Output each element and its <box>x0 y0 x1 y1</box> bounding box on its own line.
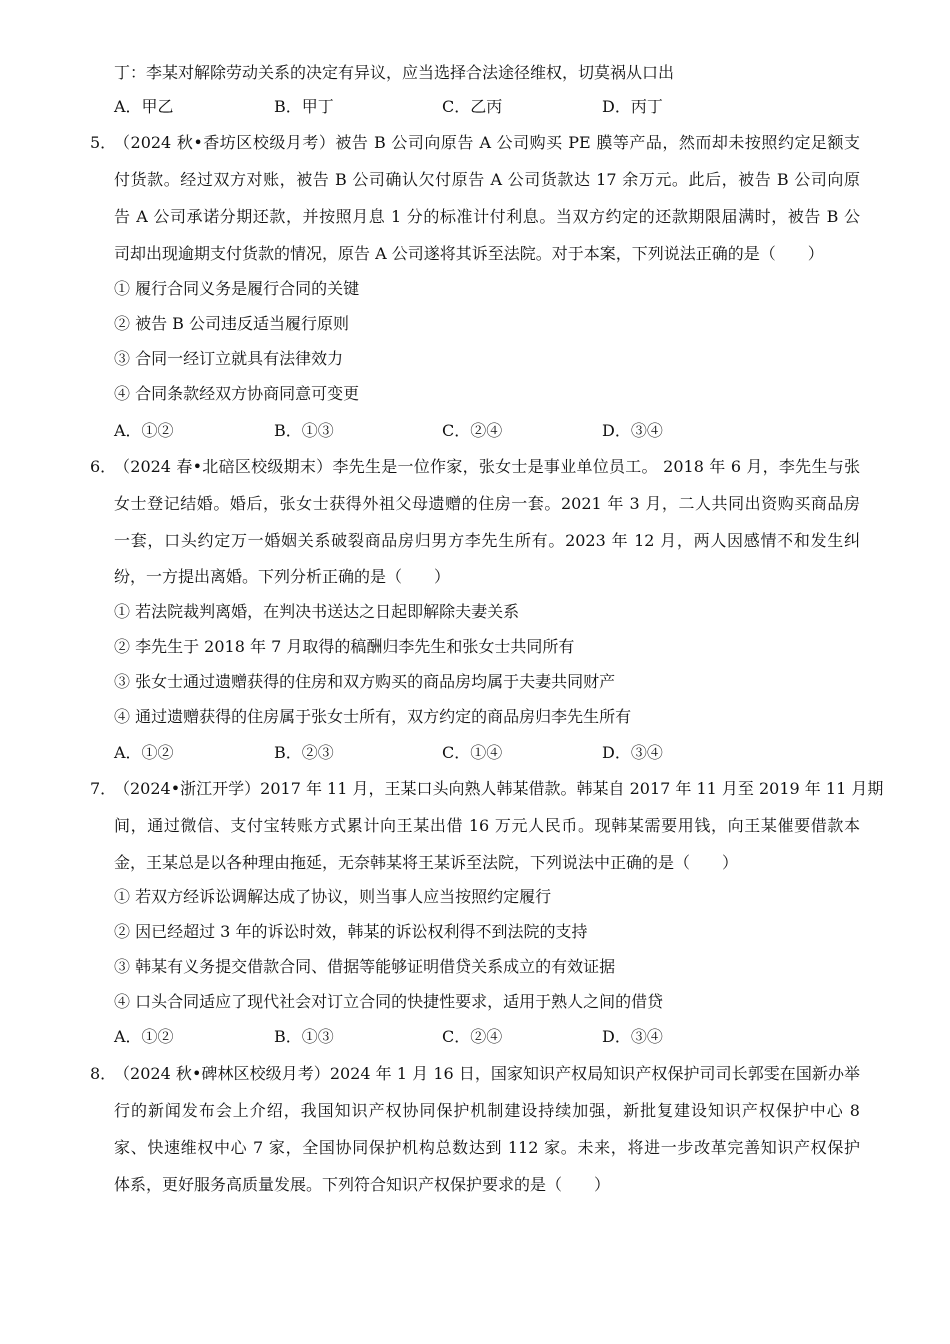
option-b: B．①③ <box>274 421 334 440</box>
option-a: A．①② <box>114 421 174 440</box>
option-a: A．甲乙 <box>114 97 174 116</box>
question-7-statement-2: ② 因已经超过 3 年的诉讼时效，韩某的诉讼权利得不到法院的支持 <box>114 922 588 941</box>
question-8-line-3: 家、快速维权中心 7 家，全国协同保护机构总数达到 112 家。未来，将进一步改革完善知识产权保护 <box>114 1138 860 1157</box>
question-5-statement-4: ④ 合同条款经双方协商同意可变更 <box>114 384 360 403</box>
option-d: D．③④ <box>602 743 663 762</box>
statement-ding: 丁：李某对解除劳动关系的决定有异议，应当选择合法途径维权，切莫祸从口出 <box>114 63 675 82</box>
option-a: A．①② <box>114 743 174 762</box>
option-b: B．甲丁 <box>274 97 334 116</box>
option-c: C．②④ <box>442 1027 503 1046</box>
question-5-statement-1: ① 履行合同义务是履行合同的关键 <box>114 279 360 298</box>
option-d: D．丙丁 <box>602 97 663 116</box>
option-b: B．①③ <box>274 1027 334 1046</box>
option-c: C．①④ <box>442 743 503 762</box>
question-number-5: 5． <box>90 133 117 152</box>
option-b: B．②③ <box>274 743 334 762</box>
question-6-line-3: 一套，口头约定万一婚姻关系破裂商品房归男方李先生所有。2023 年 12 月，两人因感情不和发生纠 <box>114 531 860 550</box>
question-7-line-1: （2024•浙江开学）2017 年 11 月，王某口头向熟人韩某借款。韩某自 2017 年 11 月至 2019 年 11 月期 <box>114 779 884 798</box>
question-6-statement-2: ② 李先生于 2018 年 7 月取得的稿酬归李先生和张女士共同所有 <box>114 637 575 656</box>
question-6-statement-1: ① 若法院裁判离婚，在判决书送达之日起即解除夫妻关系 <box>114 602 520 621</box>
question-6-statement-4: ④ 通过遗赠获得的住房属于张女士所有，双方约定的商品房归李先生所有 <box>114 707 632 726</box>
question-8-line-4: 体系，更好服务高质量发展。下列符合知识产权保护要求的是（ ） <box>114 1175 611 1194</box>
question-7-statement-4: ④ 口头合同适应了现代社会对订立合同的快捷性要求，适用于熟人之间的借贷 <box>114 992 664 1011</box>
option-d: D．③④ <box>602 1027 663 1046</box>
option-d: D．③④ <box>602 421 663 440</box>
question-number-8: 8． <box>90 1064 117 1083</box>
question-5-line-4: 司却出现逾期支付货款的情况，原告 A 公司遂将其诉至法院。对于本案，下列说法正确的是（ ） <box>114 244 824 263</box>
question-8-line-2: 行的新闻发布会上介绍，我国知识产权协同保护机制建设持续加强，新批复建设知识产权保护中心 8 <box>114 1101 860 1120</box>
question-6-line-4: 纷，一方提出离婚。下列分析正确的是（ ） <box>114 567 451 586</box>
question-6-statement-3: ③ 张女士通过遗赠获得的住房和双方购买的商品房均属于夫妻共同财产 <box>114 672 616 691</box>
question-7-line-2: 间，通过微信、支付宝转账方式累计向王某出借 16 万元人民币。现韩某需要用钱，向王某催要借款本 <box>114 816 860 835</box>
question-5-statement-2: ② 被告 B 公司违反适当履行原则 <box>114 314 350 333</box>
option-c: C．②④ <box>442 421 503 440</box>
question-7-statement-3: ③ 韩某有义务提交借款合同、借据等能够证明借贷关系成立的有效证据 <box>114 957 616 976</box>
option-c: C．乙丙 <box>442 97 503 116</box>
question-5-line-2: 付货款。经过双方对账，被告 B 公司确认欠付原告 A 公司货款达 17 余万元。此后，被告 B 公司向原 <box>114 170 860 189</box>
option-a: A．①② <box>114 1027 174 1046</box>
question-7-line-3: 金，王某总是以各种理由拖延，无奈韩某将王某诉至法院，下列说法中正确的是（ ） <box>114 853 739 872</box>
question-8-line-1: （2024 秋•碑林区校级月考）2024 年 1 月 16 日，国家知识产权局知识产权保护司司长郭雯在国新办举 <box>114 1064 860 1083</box>
question-6-line-2: 女士登记结婚。婚后，张女士获得外祖父母遗赠的住房一套。2021 年 3 月，二人共同出资购买商品房 <box>114 494 860 513</box>
question-6-line-1: （2024 春•北碚区校级期末）李先生是一位作家，张女士是事业单位员工。 2018 年 6 月，李先生与张 <box>114 457 860 476</box>
question-number-6: 6． <box>90 457 117 476</box>
question-5-line-1: （2024 秋•香坊区校级月考）被告 B 公司向原告 A 公司购买 PE 膜等产品，然而却未按照约定足额支 <box>114 133 860 152</box>
question-5-statement-3: ③ 合同一经订立就具有法律效力 <box>114 349 344 368</box>
question-5-line-3: 告 A 公司承诺分期还款，并按照月息 1 分的标准计付利息。当双方约定的还款期限届满时，被告 B 公 <box>114 207 860 226</box>
question-7-statement-1: ① 若双方经诉讼调解达成了协议，则当事人应当按照约定履行 <box>114 887 552 906</box>
question-number-7: 7． <box>90 779 117 798</box>
